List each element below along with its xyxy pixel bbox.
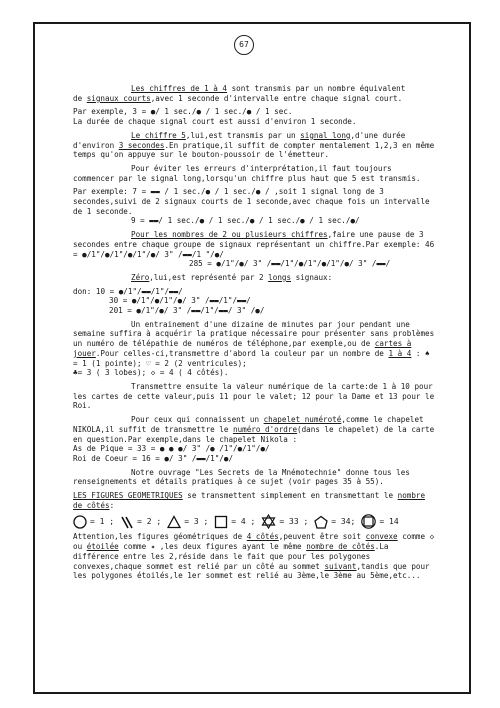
page-content: [73, 84, 435, 585]
double-line-icon: [120, 515, 134, 529]
triangle-icon: [167, 515, 181, 529]
paragraph-geometric-figures: LES FIGURES GEOMETRIQUES se transmettent simplement en transmettant le nombre de côtés:: [73, 491, 426, 510]
pentagon-icon: [314, 515, 328, 529]
circle-icon: [73, 515, 87, 529]
star-of-david-icon: [261, 514, 276, 529]
paragraph-training: Un entrainement d'une dizaine de minutes par jour pendant une semaine suffira à acquérir la pratique nécessaire pour présenter sans problèmes un numéro de télépathie de numéros de téléphone,par exemple,ou de cartes à jouer.Pour celles-ci,transmettre d'abord la couleur par un nombre de 1 à 4 : ♠ = 1 (1 pointe); ♡ = 2 (2 ventricules); ♣= 3 ( 3 lobes); ◇ = 4 ( 4 côtés).: [73, 319, 435, 378]
paragraph-digits-1-4: Les chiffres de 1 à 4 sont transmis par un nombre équivalent de signaux courts,avec 1 seconde d'intervalle entre chaque signal court.: [73, 84, 406, 103]
paragraph-avoid-errors: Pour éviter les erreurs d'interprétation,il faut toujours commencer par le signal long,lorsqu'un chiffre plus haut que 5 est transmis.: [73, 163, 421, 183]
paragraph-example-3: Par exemple, 3 = ●/ 1 sec./● / 1 sec./● / 1 sec. La durée de chaque signal court est aussi d'environ 1 seconde.: [73, 107, 357, 127]
paragraph-chapelet: Pour ceux qui connaissent un chapelet numéroté,comme le chapelet NIKOLA,il suffit de transmettre le numéro d'ordre(dans le chapelet) de la carte en question.Par exemple,dans le chapelet Nikola : As de Pique = 33 = ● ● ●/ 3" /● /1"/●/1"/●/ Roi de Coeur = 16 = ●/ 3" /▬▬/1"/●/: [73, 415, 435, 463]
square-in-circle-icon: [361, 514, 376, 529]
paragraph-zero: Zéro,lui,est représenté par 2 longs signaux:: [131, 272, 333, 282]
paragraph-convex-star: Attention,les figures géométriques de 4 côtés,peuvent être soit convexe comme ◇ ou étoilée comme ✦ ,les deux figures ayant le même nombre de côtés.La différence entre les 2,réside dans le fait que pour les polygones convexes,chaque sommet est relié par un côté au sommet suivant,tandis que pour les polygones étoilés,le 1er sommet est relié au 3ème,le 3ème au 5ème,etc...: [73, 532, 435, 581]
paragraph-digit-5: Le chiffre 5,lui,est transmis par un signal long,d'une durée d'environ 3 secondes.En pratique,il suffit de compter mentalement 1,2,3 en même temps qu'on appuye sur le bouton-poussoir de l'émetteur.: [73, 130, 435, 160]
square-icon: [214, 515, 228, 529]
paragraph-card-value: Transmettre ensuite la valeur numérique de la carte:de 1 à 10 pour les cartes de cette valeur,puis 11 pour le valet; 12 pour la Dame et 13 pour le Roi.: [73, 381, 435, 411]
zero-examples: don: 10 = ●/1"/▬▬/1"/▬▬/ 30 = ●/1"/●/1"/●/ 3" /▬▬/1"/▬▬/ 201 = ●/1"/●/ 3" /▬▬/1"/▬▬/ 3" /●/: [73, 286, 265, 316]
shapes-row: = 1 ; = 2 ; = 3 ; = 4 ; = 33 ; = 34; = 14: [73, 514, 435, 529]
paragraph-multi-digit: Pour les nombres de 2 ou plusieurs chiffres,faire une pause de 3 secondes entre chaque groupe de signaux représentant un chiffre.Par exemple: 46 = ●/1"/●/1"/●/1"/●/ 3" /▬▬/1 "/●/ 285 = ●/1"/●/ 3" /▬▬/1"/●/1"/●/1"/●/ 3" /▬▬/: [73, 230, 435, 269]
paragraph-book-reference: Notre ouvrage "Les Secrets de la Mnémotechnie" donne tous les renseignements et détails pratiques à ce sujet (voir pages 35 à 55).: [73, 467, 410, 487]
paragraph-example-7-9: Par exemple: 7 = ▬▬ / 1 sec./● / 1 sec./● / ,soit 1 signal long de 3 secondes,suivi de 2 signaux courts de 1 seconde,avec chaque fois un intervalle de 1 seconde. 9 = ▬▬/ 1 sec./● / 1 sec./● / 1 sec./● / 1 sec./●/: [73, 187, 430, 226]
page-number: 67: [234, 35, 254, 55]
